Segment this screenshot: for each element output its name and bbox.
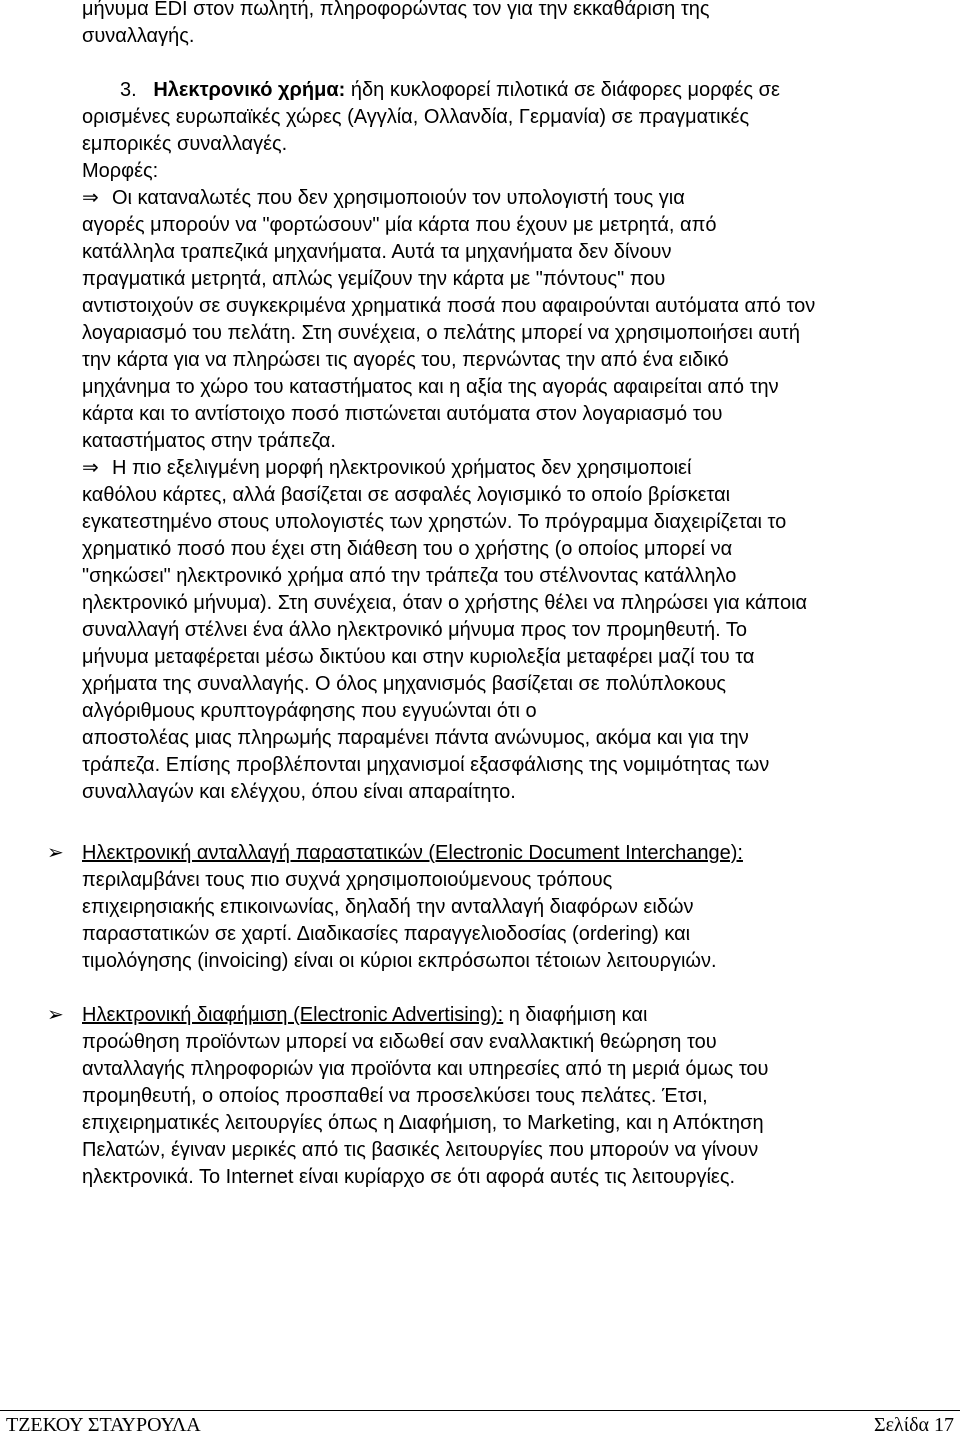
text-line: εγκατεστημένο στους υπολογιστές των χρηστών. Το πρόγραμμα διαχειρίζεται το: [82, 511, 787, 533]
text-line: ηλεκτρονικό μήνυμα). Στη συνέχεια, όταν ο χρήστης θέλει να πληρώσει για κάποια: [82, 592, 808, 614]
text-run: η διαφήμιση και: [503, 1004, 648, 1026]
bullet-title: Ηλεκτρονική ανταλλαγή παραστατικών (Electronic Document Interchange):: [82, 842, 743, 864]
text-line: Πελατών, έγιναν μερικές από τις βασικές λειτουργίες που μπορούν να γίνουν: [82, 1139, 759, 1161]
arrow-icon: ⇒: [82, 187, 99, 209]
text-line: αποστολέας μιας πληρωμής παραμένει πάντα ανώνυμος, ακόμα και για την: [82, 727, 749, 749]
text-line: πραγματικά μετρητά, απλώς γεμίζουν την κάρτα με "πόντους" που: [82, 268, 666, 290]
footer-divider: [0, 1410, 960, 1411]
text-line: τιμολόγησης (invoicing) είναι οι κύριοι εκπρόσωποι τέτοιων λειτουργιών.: [82, 950, 717, 972]
text-line: ορισμένες ευρωπαϊκές χώρες (Αγγλία, Ολλανδία, Γερμανία) σε πραγματικές: [82, 106, 750, 128]
text-line: συναλλαγών και ελέγχου, όπου είναι απαραίτητο.: [82, 781, 516, 803]
text-line: χρήματα της συναλλαγής. Ο όλος μηχανισμός βασίζεται σε πολύπλοκους: [82, 673, 727, 695]
text-line: καταστήματος στην τράπεζα.: [82, 430, 336, 452]
text-run: ήδη κυκλοφορεί πιλοτικά σε διάφορες μορφές σε: [345, 79, 780, 101]
list-number: 3.: [120, 79, 137, 101]
text-line: τράπεζα. Επίσης προβλέπονται μηχανισμοί εξασφάλισης της νομιμότητας των: [82, 754, 770, 776]
text-line: μήνυμα μεταφέρεται μέσω δικτύου και στην κυριολεξία μεταφέρει μαζί του τα: [82, 646, 755, 668]
text-line: επιχειρησιακής επικοινωνίας, δηλαδή την ανταλλαγή διαφόρων ειδών: [82, 896, 694, 918]
arrow-icon: ⇒: [82, 457, 99, 479]
forms-label: Μορφές:: [82, 160, 159, 182]
text-line: ηλεκτρονικά. Το Internet είναι κυρίαρχο σε ότι αφορά αυτές τις λειτουργίες.: [82, 1166, 736, 1188]
arrowhead-bullet-icon: ➢: [47, 842, 64, 864]
text-line: καθόλου κάρτες, αλλά βασίζεται σε ασφαλές λογισμικό το οποίο βρίσκεται: [82, 484, 731, 506]
text-line: παραστατικών σε χαρτί. Διαδικασίες παραγγελιοδοσίας (ordering) και: [82, 923, 691, 945]
text-line: ανταλλαγής πληροφοριών για προϊόντα και υπηρεσίες από τη μεριά όμως του: [82, 1058, 769, 1080]
text-line: εμπορικές συναλλαγές.: [82, 133, 288, 155]
list-item-first-line: [120, 77, 780, 104]
text-line: λογαριασμό του πελάτη. Στη συνέχεια, ο πελάτης μπορεί να χρησιμοποιήσει αυτή: [82, 322, 800, 344]
text-line: αγορές μπορούν να "φορτώσουν" μία κάρτα που έχουν με μετρητά, από: [82, 214, 717, 236]
text-line: κάρτα και το αντίστοιχο ποσό πιστώνεται αυτόματα στον λογαριασμό του: [82, 403, 723, 425]
text-line: κατάλληλα τραπεζικά μηχανήματα. Αυτά τα μηχανήματα δεν δίνουν: [82, 241, 672, 263]
footer-page-number: Σελίδα 17: [873, 1414, 954, 1436]
footer-author: ΤΖΕΚΟΥ ΣΤΑΥΡΟΥΛΑ: [6, 1414, 201, 1436]
text-line: προμηθευτή, ο οποίος προσπαθεί να προσελκύσει τους πελάτες. Έτσι,: [82, 1085, 708, 1107]
bullet-first-line: [82, 1002, 647, 1029]
term-title: Ηλεκτρονικό χρήμα:: [153, 79, 346, 101]
text-line: Οι καταναλωτές που δεν χρησιμοποιούν τον υπολογιστή τους για: [112, 187, 685, 209]
text-line: "σηκώσει" ηλεκτρονικό χρήμα από την τράπεζα του στέλνοντας κατάλληλο: [82, 565, 737, 587]
text-line: αλγόριθμους κρυπτογράφησης που εγγυώνται ότι ο: [82, 700, 537, 722]
text-line: αντιστοιχούν σε συγκεκριμένα χρηματικά ποσά που αφαιρούνται αυτόματα από τον: [82, 295, 816, 317]
text-line: συναλλαγής.: [82, 25, 195, 47]
text-line: συναλλαγή στέλνει ένα άλλο ηλεκτρονικό μήνυμα προς τον προμηθευτή. Το: [82, 619, 748, 641]
text-line: μηχάνημα το χώρο του καταστήματος και η αξία της αγοράς αφαιρείται από την: [82, 376, 779, 398]
text-line: χρηματικό ποσό που έχει στη διάθεση του ο χρήστης (ο οποίος μπορεί να: [82, 538, 733, 560]
text-line: περιλαμβάνει τους πιο συχνά χρησιμοποιούμενους τρόπους: [82, 869, 613, 891]
text-line: προώθηση προϊόντων μπορεί να ειδωθεί σαν εναλλακτική θεώρηση του: [82, 1031, 717, 1053]
text-line: την κάρτα για να πληρώσει τις αγορές του, περνώντας την από ένα ειδικό: [82, 349, 729, 371]
text-line: επιχειρηματικές λειτουργίες όπως η Διαφήμιση, το Marketing, και η Απόκτηση: [82, 1112, 764, 1134]
text-line: μήνυμα EDI στον πωλητή, πληροφορώντας τον για την εκκαθάριση της: [82, 0, 710, 20]
bullet-title: Ηλεκτρονική διαφήμιση (Electronic Advertising):: [82, 1004, 504, 1026]
arrowhead-bullet-icon: ➢: [47, 1004, 64, 1026]
text-line: Η πιο εξελιγμένη μορφή ηλεκτρονικού χρήματος δεν χρησιμοποιεί: [112, 457, 692, 479]
